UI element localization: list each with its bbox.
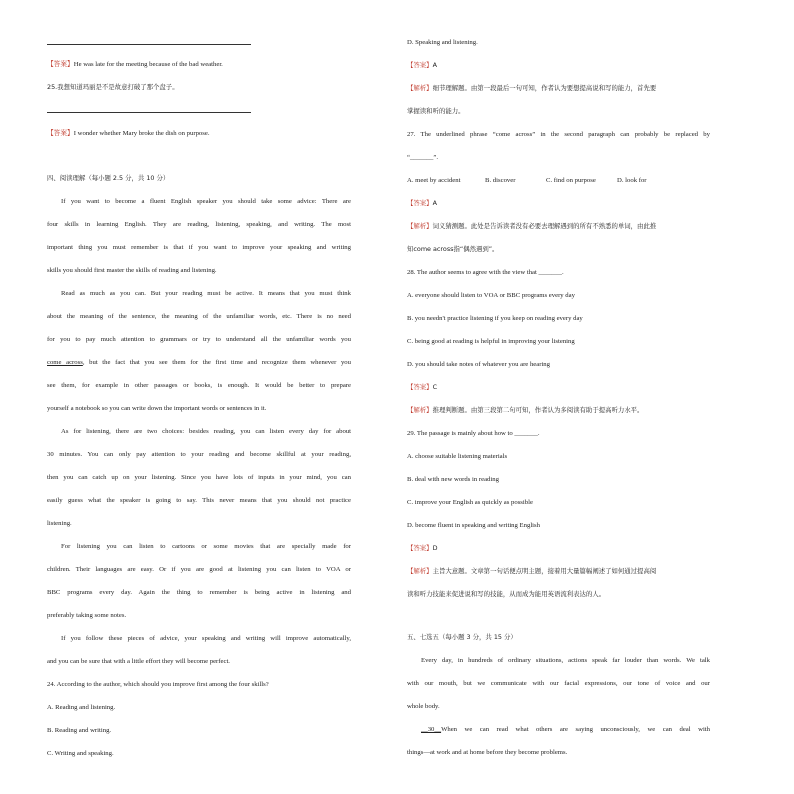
passage-line: things—at work and at home before they become problems. bbox=[407, 749, 568, 756]
analysis-29-cont: 读和听力技能来促进说和写的技能，从而成为能用英语流利表达的人。 bbox=[407, 590, 606, 598]
passage-line: children. Their languages are easy. Or if you are good at listening you can listen to VOA or bbox=[47, 566, 351, 573]
section-5-heading: 五、七选五（每小题 3 分，共 15 分） bbox=[407, 633, 517, 641]
passage-line: preferably taking some notes. bbox=[47, 612, 127, 619]
answer-29-key: 【答案】D bbox=[407, 544, 438, 552]
option-c: C. improve your English as quickly as possible bbox=[407, 499, 533, 506]
analysis-24: 【解析】细节理解题。由第一段最后一句可知，作者认为要想提高说和写的能力，首先要 bbox=[407, 84, 657, 92]
option-b: B. Reading and writing. bbox=[47, 727, 112, 734]
answer-28-key: 【答案】C bbox=[407, 383, 438, 391]
passage-line: BBC programs every day. Again the thing to remember is being active in listening and bbox=[47, 589, 351, 596]
passage-line: Read as much as you can. But your reading must be active. It means that you must think bbox=[61, 290, 351, 297]
option-a: A. everyone should listen to VOA or BBC programs every day bbox=[407, 292, 575, 299]
question-28: 28. The author seems to agree with the view that _______. bbox=[407, 269, 564, 276]
analysis-29: 【解析】主旨大意题。文章第一句话便点明主题，接着用大量篇幅阐述了如何通过提高阅 bbox=[407, 567, 657, 575]
option-b: B. discover bbox=[485, 177, 516, 184]
passage-line: __30__When we can read what others are saying unconsciously, we can deal with bbox=[421, 726, 710, 733]
passage-line: and you can be sure that with a little effort they will become perfect. bbox=[47, 658, 230, 665]
passage-line: easily guess what the speaker is going to say. This never means that you should not practice bbox=[47, 497, 351, 504]
option-d: D. Speaking and listening. bbox=[407, 39, 478, 46]
answer-24: 【答案】He was late for the meeting because of the bad weather. bbox=[47, 61, 223, 68]
passage-line: If you follow these pieces of advice, your speaking and writing will improve automatically, bbox=[61, 635, 351, 642]
answer-24-key: 【答案】A bbox=[407, 61, 437, 69]
option-c: C. find on purpose bbox=[546, 177, 596, 184]
analysis-27: 【解析】词义猜测题。此处是告诉读者没有必要去理解遇到的所有不熟悉的单词，由此推 bbox=[407, 222, 657, 230]
passage-line: skills you should first master the skills of reading and listening. bbox=[47, 267, 217, 274]
passage-line: important thing you must remember is that if you want to improve your speaking and writing bbox=[47, 244, 351, 251]
section-4-heading: 四、阅读理解（每小题 2.5 分，共 10 分） bbox=[47, 174, 170, 182]
analysis-24-cont: 掌握读和听的能力。 bbox=[407, 107, 465, 115]
passage-line: for you to pay much attention to grammars or try to understand all the unfamiliar words you bbox=[47, 336, 351, 343]
answer-27-key: 【答案】A bbox=[407, 199, 437, 207]
answer-line-24 bbox=[47, 44, 251, 45]
passage-line: 30 minutes. You can only pay attention to your reading and become skillful at your reading, bbox=[47, 451, 351, 458]
underlined-phrase: come across bbox=[47, 359, 83, 366]
option-a: A. Reading and listening. bbox=[47, 704, 116, 711]
passage-line: yourself a notebook so you can write down the important words or sentences in it. bbox=[47, 405, 267, 412]
passage-line: then you can catch up on your listening. Since you have lots of inputs in your mind, you can bbox=[47, 474, 351, 481]
option-d: D. become fluent in speaking and writing English bbox=[407, 522, 540, 529]
question-24: 24. According to the author, which should you improve first among the four skills? bbox=[47, 681, 269, 688]
option-c: C. being good at reading is helpful in improving your listening bbox=[407, 338, 575, 345]
option-b: B. deal with new words in reading bbox=[407, 476, 499, 483]
passage-line: come across, but the fact that you see them for the first time and recognize them whenever you bbox=[47, 359, 351, 366]
option-a: A. meet by accident bbox=[407, 177, 461, 184]
option-b: B. you needn't practice listening if you keep on reading every day bbox=[407, 315, 583, 322]
question-29: 29. The passage is mainly about how to _______. bbox=[407, 430, 540, 437]
passage-line: listening. bbox=[47, 520, 72, 527]
passage-line: Every day, in hundreds of ordinary situations, actions speak far louder than words. We talk bbox=[421, 657, 710, 664]
question-27-cont: “_______”. bbox=[407, 154, 439, 161]
analysis-27-cont: 知come across指“偶然遇到”。 bbox=[407, 245, 499, 253]
passage-line: about the meaning of the sentence, the meaning of the unfamiliar words, etc. There is no need bbox=[47, 313, 351, 320]
option-d: D. look for bbox=[617, 177, 647, 184]
passage-line: As for listening, there are two choices: besides reading, you can listen every day for about bbox=[61, 428, 351, 435]
passage-line: For listening you can listen to cartoons or some movies that are specially made for bbox=[61, 543, 351, 550]
option-a: A. choose suitable listening materials bbox=[407, 453, 508, 460]
analysis-28: 【解析】推理判断题。由第三段第二句可知，作者认为多阅读有助于提高听力水平。 bbox=[407, 406, 644, 414]
question-27: 27. The underlined phrase “come across” in the second paragraph can probably be replaced by bbox=[407, 131, 710, 138]
option-d: D. you should take notes of whatever you are hearing bbox=[407, 361, 550, 368]
option-c: C. Writing and speaking. bbox=[47, 750, 114, 757]
passage-line: with our mouth, but we communicate with our facial expressions, our tone of voice and our bbox=[407, 680, 710, 687]
passage-line: whole body. bbox=[407, 703, 440, 710]
passage-line: If you want to become a fluent English speaker you should take some advice: There are bbox=[61, 198, 351, 205]
question-25: 25.我想知道玛丽是不是故意打破了那个盘子。 bbox=[47, 83, 179, 91]
answer-line-25 bbox=[47, 112, 251, 113]
passage-line: four skills in learning English. They are reading, listening, speaking, and writing. The most bbox=[47, 221, 351, 228]
passage-line: see them, for example in other passages or books, is enough. It would be better to prepare bbox=[47, 382, 351, 389]
answer-25: 【答案】I wonder whether Mary broke the dish on purpose. bbox=[47, 130, 210, 137]
blank-30: __30__ bbox=[421, 726, 442, 733]
